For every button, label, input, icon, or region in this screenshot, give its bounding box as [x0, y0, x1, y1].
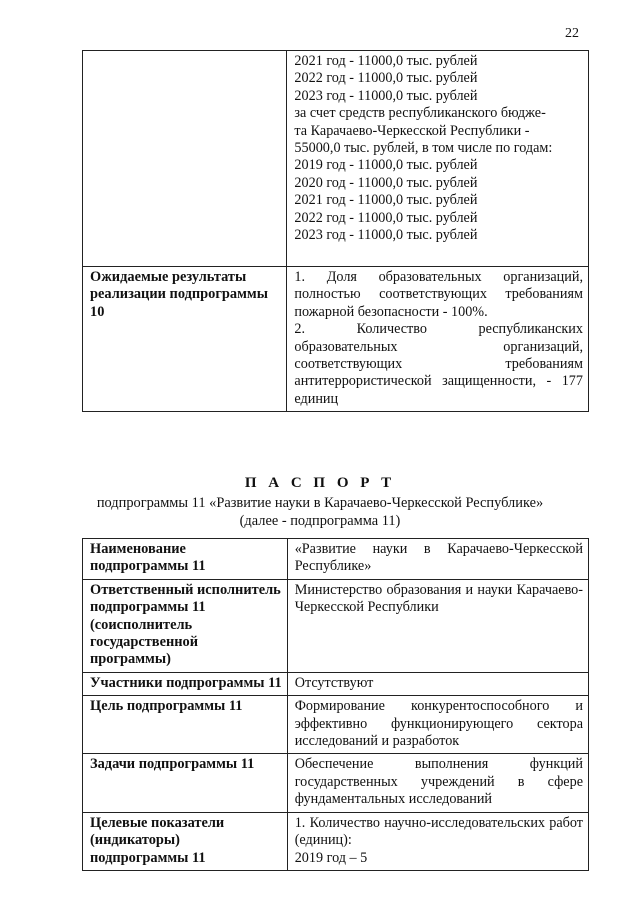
row-value-participants: Отсутствуют: [287, 672, 588, 695]
funding-table: [82, 50, 589, 412]
row-label-participants: Участники подпрограммы 11: [83, 672, 288, 695]
results-line: 1. Доля образовательных организаций, полностью соответствующих требованиям пожарной безопасности - 100%.: [294, 269, 583, 320]
table-row-funding: [83, 51, 589, 267]
row-label-indicators: Целевые показатели (индикаторы) подпрограммы 11: [83, 812, 288, 870]
row-value-indicators: [287, 812, 588, 870]
funding-line: 2022 год - 11000,0 тыс. рублей: [294, 70, 478, 87]
row-label-tasks: Задачи подпрограммы 11: [83, 754, 288, 812]
table-row: [83, 579, 589, 672]
table-row: [83, 696, 589, 754]
passport-subtitle-line2: (далее - подпрограмма 11): [239, 513, 401, 529]
row-label-name: Наименование подпрограммы 11: [83, 539, 288, 580]
row-value-goal: Формирование конкурентоспособного и эффективно функционирующего сектора исследований и разработок: [287, 696, 588, 754]
passport-table: [82, 538, 589, 871]
row-label-goal: Цель подпрограммы 11: [83, 696, 288, 754]
indicator-line: 1. Количество научно-исследовательских работ (единиц):: [294, 814, 583, 849]
funding-line: та Карачаево-Черкесской Республики -: [294, 122, 530, 139]
indicator-line: 2019 год – 5: [294, 849, 368, 866]
funding-line: 2023 год - 11000,0 тыс. рублей: [294, 227, 478, 244]
funding-line: 2020 год - 11000,0 тыс. рублей: [294, 174, 478, 191]
table-row: [83, 754, 589, 812]
row-value-tasks: Обеспечение выполнения функций государственных учреждений в сфере фундаментальных исследований: [287, 754, 588, 812]
funding-line: за счет средств республиканского бюдже-: [294, 105, 546, 122]
results-label: Ожидаемые результаты реализации подпрограммы 10: [83, 267, 287, 412]
results-value: [287, 267, 589, 412]
table-row: [83, 812, 589, 870]
funding-line: 2022 год - 11000,0 тыс. рублей: [294, 209, 478, 226]
passport-subtitle: [0, 494, 640, 530]
table-row: [83, 539, 589, 580]
funding-label: [83, 51, 287, 267]
funding-line: 2021 год - 11000,0 тыс. рублей: [294, 53, 478, 69]
funding-line: 2019 год - 11000,0 тыс. рублей: [294, 157, 478, 174]
funding-line: 55000,0 тыс. рублей, в том числе по годам:: [294, 140, 553, 157]
row-value-name: «Развитие науки в Карачаево-Черкесской Республике»: [287, 539, 588, 580]
row-value-executor: Министерство образования и науки Карачаево-Черкесской Республики: [287, 579, 588, 672]
row-label-executor: Ответственный исполнитель подпрограммы 11 (соисполнитель государственной программы): [83, 579, 288, 672]
funding-line: 2023 год - 11000,0 тыс. рублей: [294, 87, 478, 104]
results-line: 2. Количество республиканских образовательных организаций, соответствующих требованиям антитеррористической защищенности, - 177 единиц: [294, 321, 583, 407]
passport-title: П А С П О Р Т: [244, 475, 396, 491]
funding-value: [287, 51, 589, 267]
passport-subtitle-line1: подпрограммы 11 «Развитие науки в Карачаево-Черкесской Республике»: [96, 495, 544, 511]
table-row-results: [83, 267, 589, 412]
funding-line: 2021 год - 11000,0 тыс. рублей: [294, 192, 478, 209]
page-number: 22: [565, 26, 579, 41]
table-row: [83, 672, 589, 695]
